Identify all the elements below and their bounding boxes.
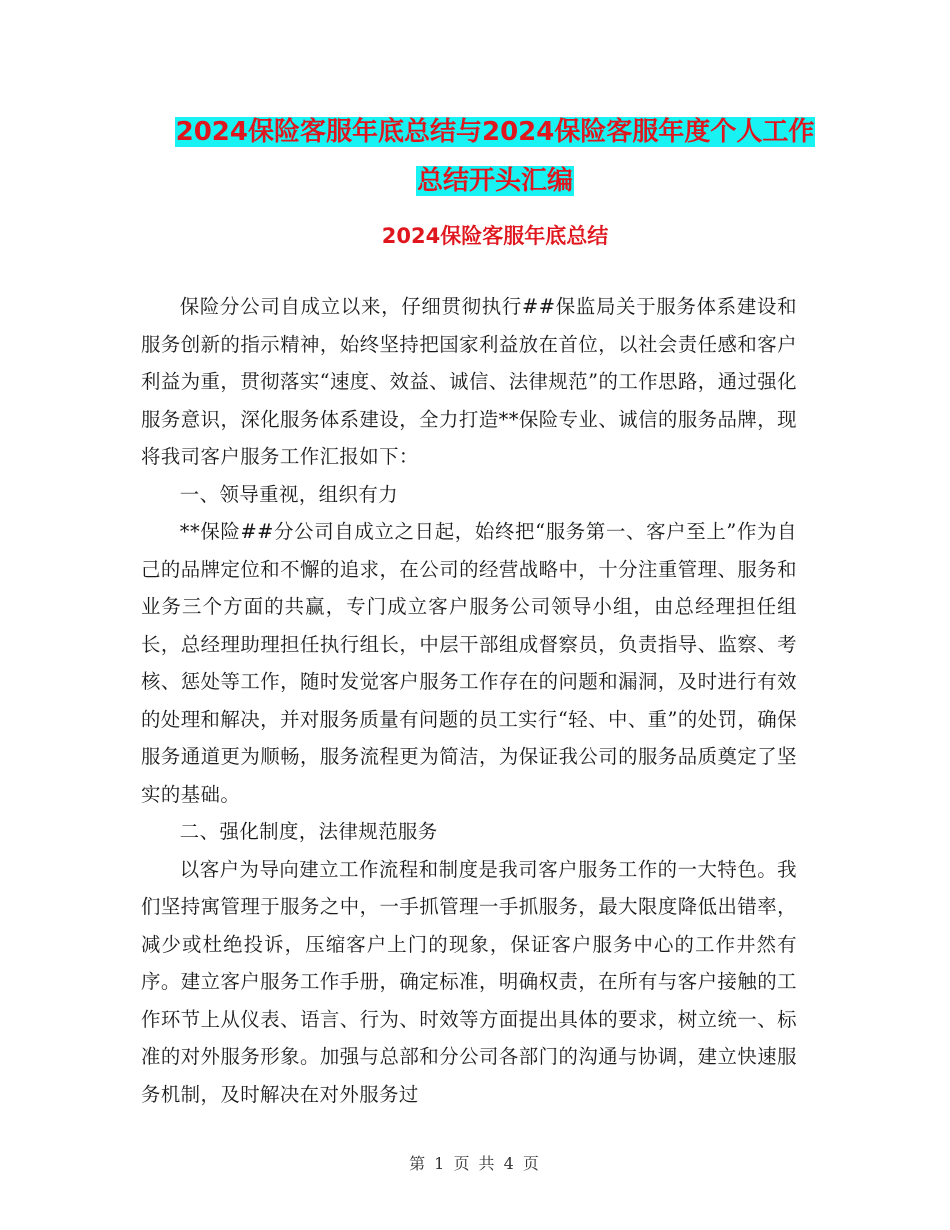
document-title-line-2: 总结开头汇编 xyxy=(416,166,573,196)
paragraph-intro: 保险分公司自成立以来，仔细贯彻执行##保监局关于服务体系建设和服务创新的指示精神，始终坚持把国家利益放在首位，以社会责任感和客户利益为重，贯彻落实“速度、效益、诚信、法律规范”的工作思路，通过强化服务意识，深化服务体系建设，全力打造**保险专业、诚信的服务品牌，现将我司客户服务工作汇报如下： xyxy=(141,295,797,468)
paragraph-system: 以客户为导向建立工作流程和制度是我司客户服务工作的一大特色。我们坚持寓管理于服务之中，一手抓管理一手抓服务，最大限度降低出错率，减少或杜绝投诉，压缩客户上门的现象，保证客户服务中心的工作井然有序。建立客户服务工作手册，确定标准，明确权责，在所有与客户接触的工作环节上从仪表、语言、行为、时效等方面提出具体的要求，树立统一、标准的对外服务形象。加强与总部和分公司各部门的沟通与协调，建立快速服务机制，及时解决在对外服务过 xyxy=(141,857,797,1106)
heading-leadership: 一、领导重视，组织有力 xyxy=(179,482,399,506)
section-title: 2024保险客服年底总结 xyxy=(381,224,609,248)
heading-system: 二、强化制度，法律规范服务 xyxy=(179,820,438,843)
document-title xyxy=(140,108,850,206)
document-body xyxy=(141,288,797,1113)
paragraph-leadership: **保险##分公司自成立之日起，始终把“服务第一、客户至上”作为自己的品牌定位和不懈的追求，在公司的经营战略中，十分注重管理、服务和业务三个方面的共赢，专门成立客户服务公司领导小组，由总经理担任组长，总经理助理担任执行组长，中层干部组成督察员，负责指导、监察、考核、惩处等工作，随时发觉客户服务工作存在的问题和漏洞，及时进行有效的处理和解决，并对服务质量有问题的员工实行“轻、中、重”的处罚，确保服务通道更为顺畅，服务流程更为简洁，为保证我公司的服务品质奠定了坚实的基础。 xyxy=(141,520,797,806)
page-footer: 第 1 页 共 4 页 xyxy=(409,1154,541,1173)
document-title-line-1: 2024保险客服年底总结与2024保险客服年度个人工作 xyxy=(175,117,815,147)
